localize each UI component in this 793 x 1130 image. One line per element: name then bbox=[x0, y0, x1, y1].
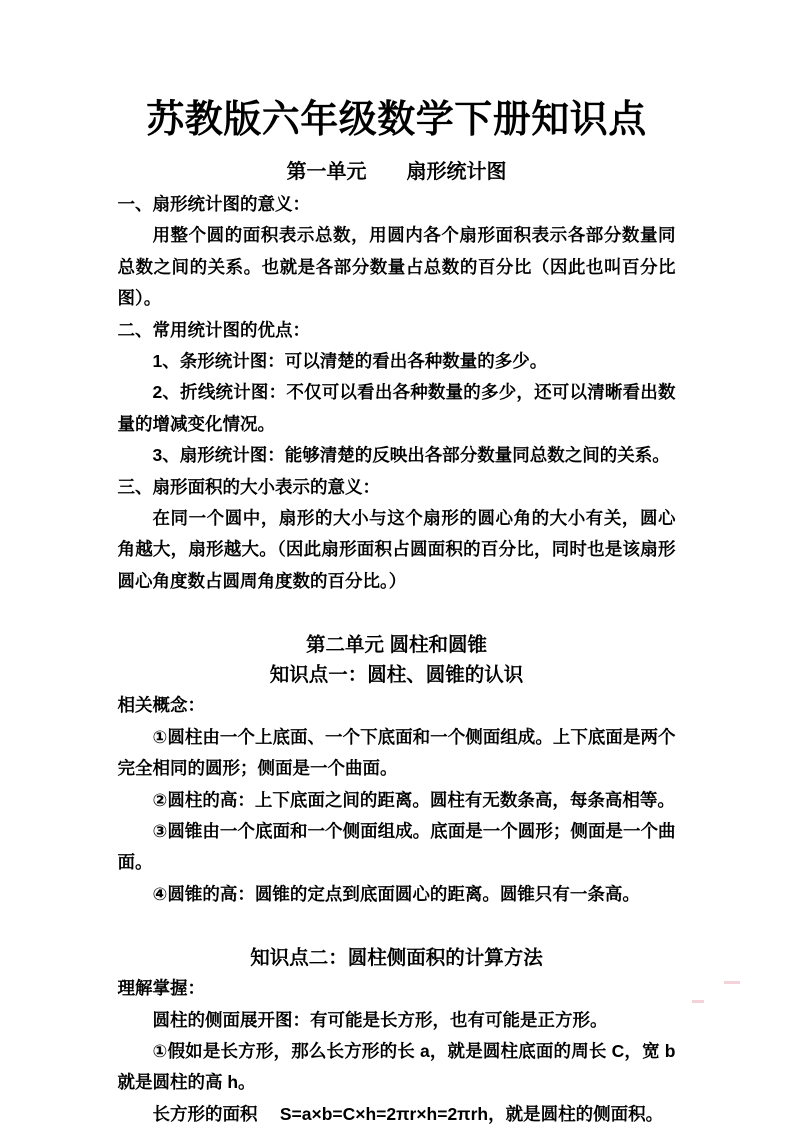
scan-artifact-pink bbox=[690, 981, 750, 1007]
paragraph-side-area-formula: 长方形的面积 S=a×b=C×h=2πr×h=2πrh，就是圆柱的侧面积。 bbox=[152, 1103, 664, 1124]
list-item-line-chart: 2、折线统计图：不仅可以看出各种数量的多少，还可以清晰看出数量的增减变化情况。 bbox=[117, 382, 676, 434]
paragraph-rectangle-case: ①假如是长方形，那么长方形的长 a，就是圆柱底面的周长 C，宽 b 就是圆柱的高 h。 bbox=[117, 1040, 681, 1093]
page-content bbox=[117, 0, 681, 1130]
knowledge-point-1-heading: 知识点一：圆柱、圆锥的认识 bbox=[269, 664, 524, 687]
list-item-bar-chart: 1、条形统计图：可以清楚的看出各种数量的多少。 bbox=[152, 351, 548, 372]
concept-item-4: ④圆锥的高：圆锥的定点到底面圆心的距离。圆锥只有一条高。 bbox=[152, 883, 640, 904]
scan-artifact-mark bbox=[724, 981, 740, 984]
paragraph-sector-size: 在同一个圆中，扇形的大小与这个扇形的圆心角的大小有关，圆心角越大，扇形越大。（因此扇形面积占圆面积的百分比，同时也是该扇形圆心角度数占圆周角度数的百分比。） bbox=[117, 508, 676, 591]
understanding-heading: 理解掌握： bbox=[117, 978, 205, 999]
knowledge-point-2-heading: 知识点二：圆柱侧面积的计算方法 bbox=[250, 947, 543, 970]
unit2-heading: 第二单元 圆柱和圆锥 bbox=[306, 634, 487, 657]
unit1-heading: 第一单元 扇形统计图 bbox=[286, 161, 507, 183]
paragraph-unfolded-side: 圆柱的侧面展开图：有可能是长方形，也有可能是正方形。 bbox=[152, 1009, 608, 1030]
paragraph-pie-meaning: 用整个圆的面积表示总数，用圆内各个扇形面积表示各部分数量同总数之间的关系。也就是各部分数量占总数的百分比（因此也叫百分比图）。 bbox=[117, 225, 676, 309]
concept-item-1: ①圆柱由一个上底面、一个下底面和一个侧面组成。上下底面是两个完全相同的圆形；侧面是一个曲面。 bbox=[117, 726, 676, 779]
section-heading-1: 一、扇形统计图的意义： bbox=[117, 194, 310, 214]
document-title: 苏教版六年级数学下册知识点 bbox=[146, 99, 647, 141]
concept-item-2: ②圆柱的高：上下底面之间的距离。圆柱有无数条高，每条高相等。 bbox=[152, 789, 675, 810]
section-heading-2: 二、常用统计图的优点： bbox=[117, 319, 310, 340]
section-heading-3: 三、扇形面积的大小表示的意义： bbox=[117, 476, 380, 497]
concept-item-3: ③圆锥由一个底面和一个侧面组成。底面是一个圆形；侧面是一个曲面。 bbox=[117, 820, 676, 873]
list-item-pie-chart: 3、扇形统计图：能够清楚的反映出各部分数量同总数之间的关系。 bbox=[152, 445, 670, 466]
scan-artifact-mark bbox=[692, 1000, 704, 1003]
related-concepts-heading: 相关概念： bbox=[117, 695, 205, 716]
